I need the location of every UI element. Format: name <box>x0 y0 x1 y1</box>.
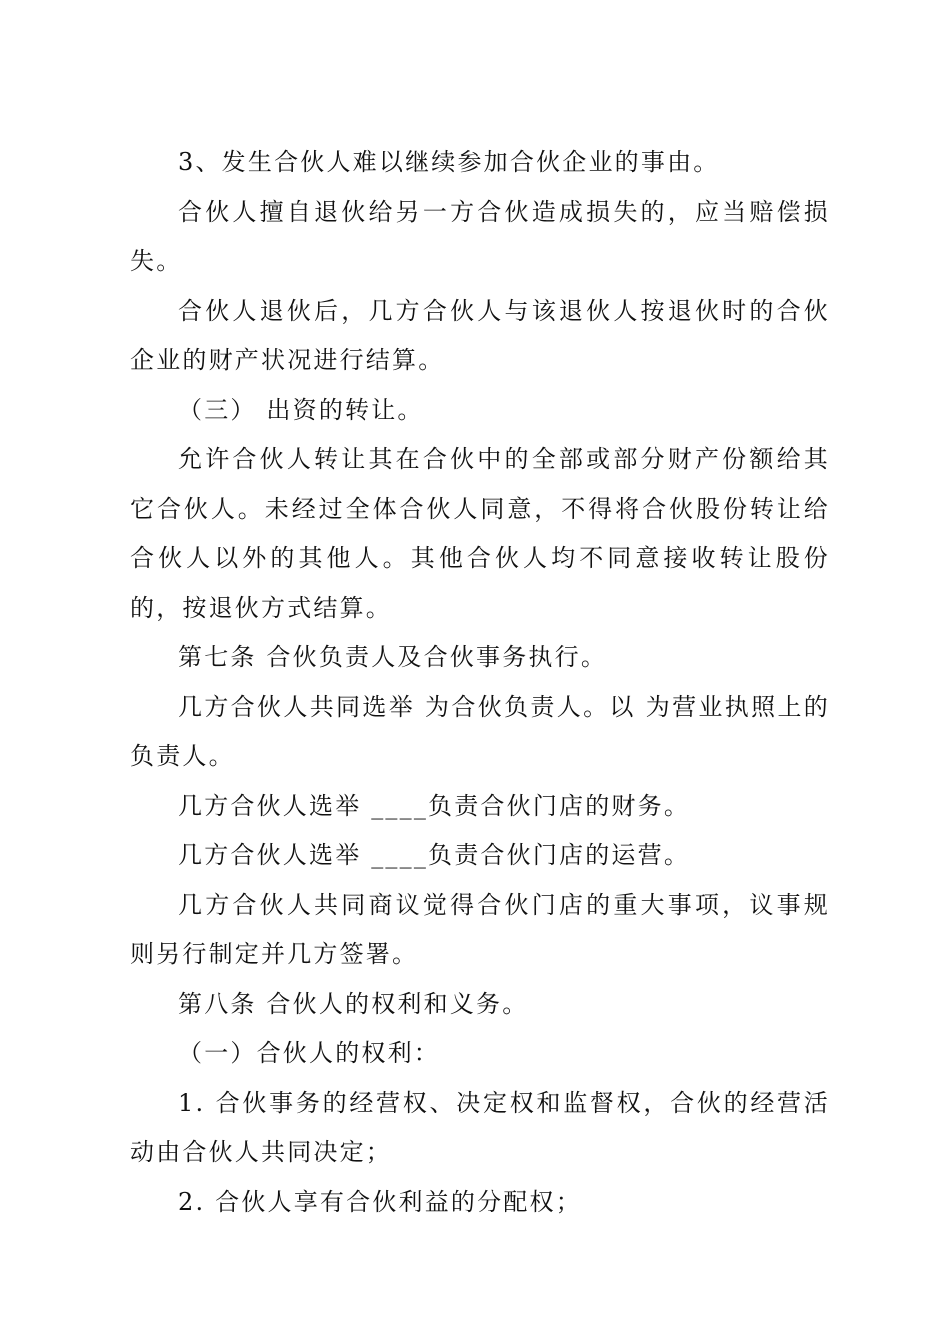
paragraph-elect-finance: 几方合伙人选举 ____负责合伙门店的财务。 <box>178 791 691 820</box>
paragraph-withdrawal-settlement: 合伙人退伙后，几方合伙人与该退伙人按退伙时的合伙企业的财产状况进行结算。 <box>130 296 830 374</box>
paragraph-right-1: 1. 合伙事务的经营权、决定权和监督权，合伙的经营活动由合伙人共同决定； <box>130 1088 830 1166</box>
paragraph-right-2: 2. 合伙人享有合伙利益的分配权； <box>178 1187 582 1216</box>
section-heading-partner-rights: （一）合伙人的权利： <box>178 1039 440 1067</box>
document-body <box>130 138 830 1227</box>
paragraph-major-matters: 几方合伙人共同商议觉得合伙门店的重大事项，议事规则另行制定并几方签署。 <box>130 890 830 968</box>
paragraph-transfer-rules: 允许合伙人转让其在合伙中的全部或部分财产份额给其它合伙人。未经过全体合伙人同意，不得将合伙股份转让给合伙人以外的其他人。其他合伙人均不同意接收转让股份的，按退伙方式结算。 <box>130 445 830 622</box>
paragraph-withdrawal-cause-3: 3、发生合伙人难以继续参加合伙企业的事由。 <box>178 148 720 176</box>
section-heading-capital-transfer: （三） 出资的转让。 <box>178 395 424 424</box>
paragraph-unauthorized-withdrawal: 合伙人擅自退伙给另一方合伙造成损失的，应当赔偿损失。 <box>130 197 830 275</box>
article-eight-heading: 第八条 合伙人的权利和义务。 <box>178 989 529 1018</box>
paragraph-elect-operations: 几方合伙人选举 ____负责合伙门店的运营。 <box>178 841 691 869</box>
article-seven-heading: 第七条 合伙负责人及合伙事务执行。 <box>178 643 608 671</box>
paragraph-elect-leader: 几方合伙人共同选举 为合伙负责人。以 为营业执照上的负责人。 <box>130 692 830 770</box>
